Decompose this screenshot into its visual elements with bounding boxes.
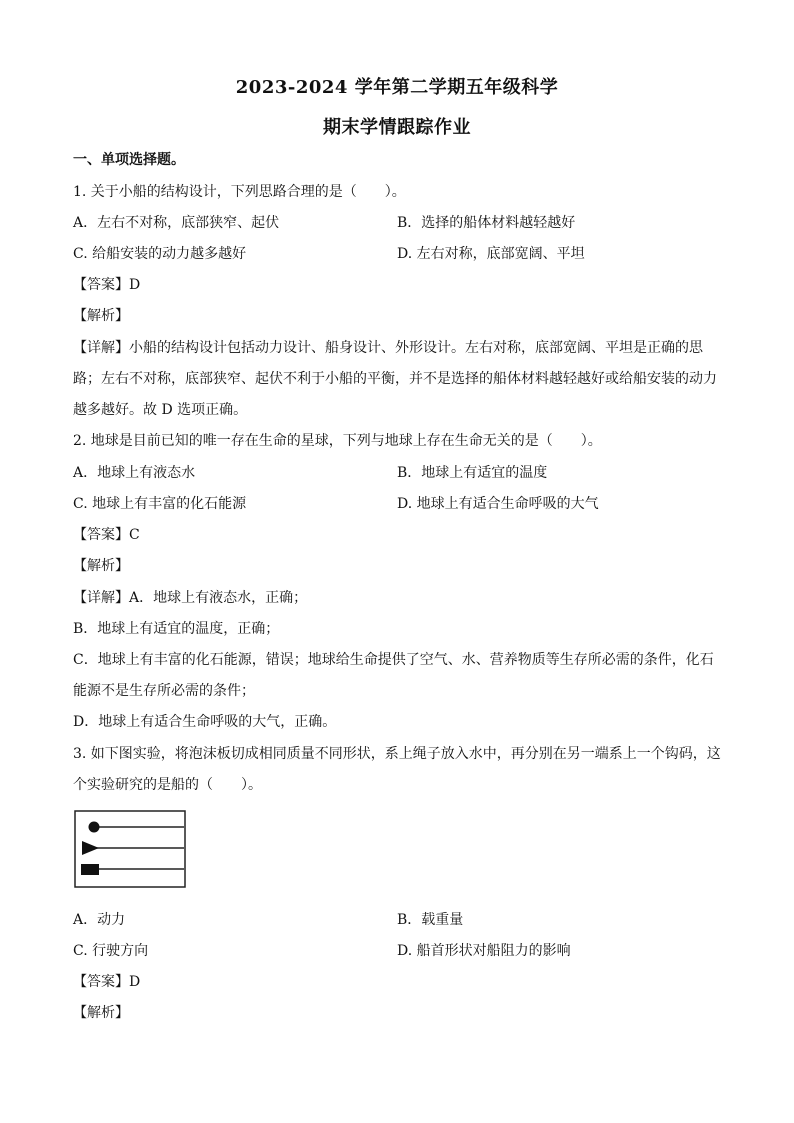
document-title-line-2: 期末学情跟踪作业	[323, 117, 471, 138]
q2-option-d: D. 地球上有适合生命呼吸的大气	[397, 496, 599, 512]
experiment-figure	[74, 810, 186, 888]
q1-detail-line-3: 越多越好。故 D 选项正确。	[73, 402, 248, 418]
q2-detail-line-3: C．地球上有丰富的化石能源，错误；地球给生命提供了空气、水、营养物质等生存所必需的条件，化石	[73, 652, 714, 668]
square-foam-shape	[81, 864, 99, 875]
q2-detail-line-5: D．地球上有适合生命呼吸的大气，正确。	[73, 714, 337, 730]
q3-option-d: D. 船首形状对船阻力的影响	[397, 943, 571, 959]
q3-option-c: C. 行驶方向	[73, 943, 149, 959]
q2-answer: 【答案】C	[73, 527, 140, 543]
q3-option-b: B．载重量	[397, 912, 464, 928]
q3-stem-line-2: 个实验研究的是船的（ ）。	[73, 777, 262, 793]
q2-option-b: B．地球上有适宜的温度	[397, 465, 548, 481]
q2-option-a: A．地球上有液态水	[73, 465, 196, 481]
pointed-foam-shape	[82, 841, 99, 855]
q3-answer: 【答案】D	[73, 974, 141, 990]
q2-analysis-label: 【解析】	[73, 558, 129, 574]
q1-option-c: C. 给船安装的动力越多越好	[73, 246, 247, 262]
q1-detail-line-1: 【详解】小船的结构设计包括动力设计、船身设计、外形设计。左右对称，底部宽阔、平坦是正确的思	[73, 340, 703, 356]
q1-stem: 1. 关于小船的结构设计，下列思路合理的是（ ）。	[73, 184, 406, 200]
q2-detail-line-4: 能源不是生存所必需的条件；	[73, 683, 255, 699]
q2-option-c: C. 地球上有丰富的化石能源	[73, 496, 247, 512]
q1-detail-line-2: 路；左右不对称，底部狭窄、起伏不利于小船的平衡，并不是选择的船体材料越轻越好或给船安装的动力	[73, 371, 717, 387]
q2-detail-line-2: B．地球上有适宜的温度，正确；	[73, 621, 280, 637]
q3-stem-line-1: 3. 如下图实验，将泡沫板切成相同质量不同形状，系上绳子放入水中，再分别在另一端系上一个钩码，这	[73, 746, 721, 762]
q1-option-d: D. 左右对称，底部宽阔、平坦	[397, 246, 585, 262]
section-heading: 一、单项选择题。	[73, 152, 185, 168]
q2-detail-line-1: 【详解】A．地球上有液态水，正确；	[73, 590, 308, 606]
q1-answer: 【答案】D	[73, 277, 141, 293]
round-foam-shape	[89, 822, 100, 833]
q1-analysis-label: 【解析】	[73, 308, 129, 324]
q3-option-a: A．动力	[73, 912, 126, 928]
q1-option-b: B．选择的船体材料越轻越好	[397, 215, 576, 231]
q1-option-a: A．左右不对称，底部狭窄、起伏	[73, 215, 280, 231]
document-title-line-1: 2023-2024 学年第二学期五年级科学	[235, 77, 559, 98]
q2-stem: 2. 地球是目前已知的唯一存在生命的星球，下列与地球上存在生命无关的是（ ）。	[73, 433, 602, 449]
q3-analysis-label: 【解析】	[73, 1005, 129, 1021]
